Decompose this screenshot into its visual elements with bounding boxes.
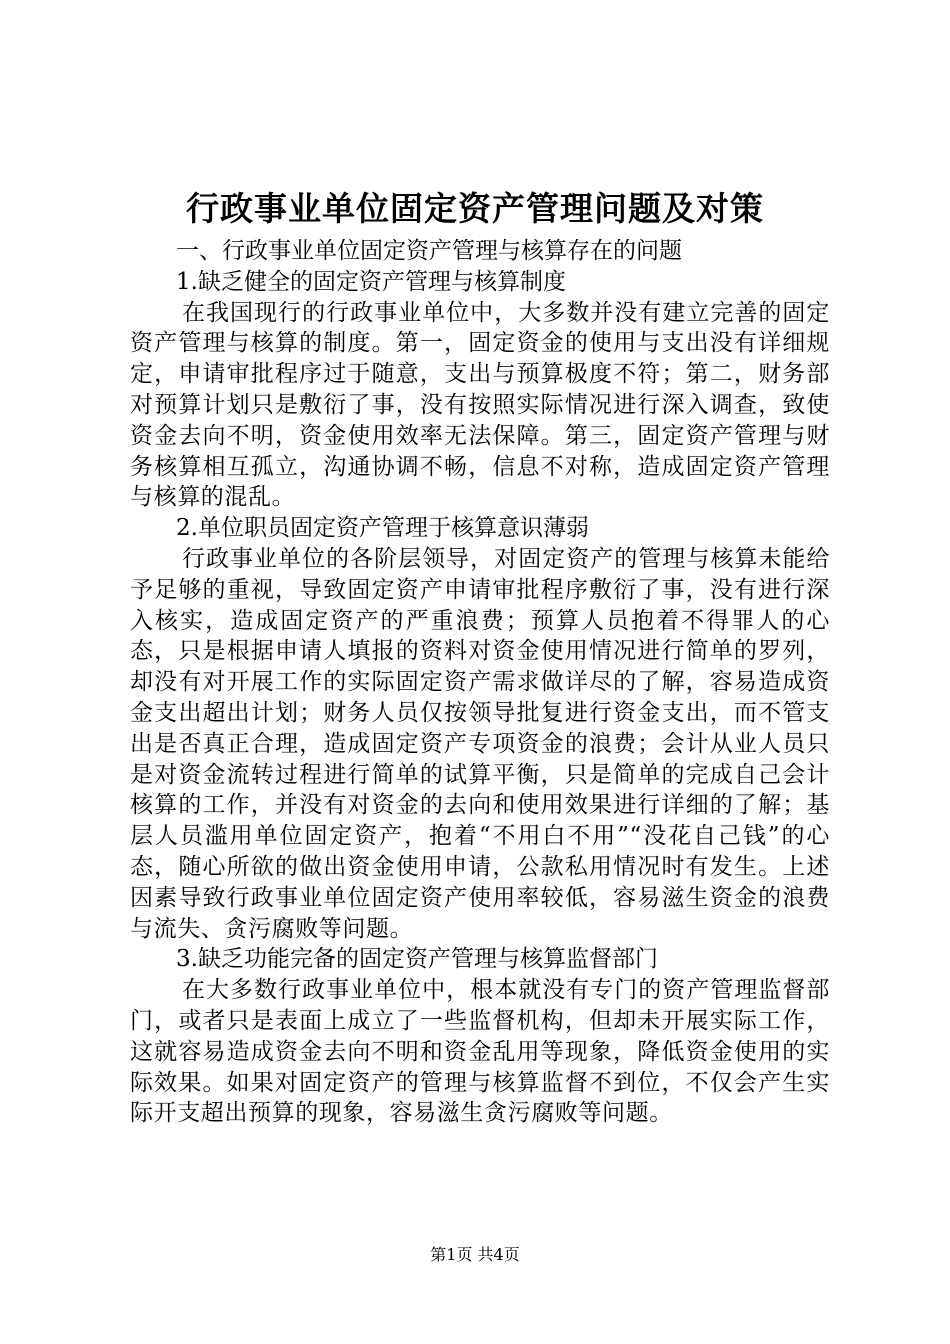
subsection-heading-1: 1.缺乏健全的固定资产管理与核算制度 <box>176 268 566 295</box>
document-body <box>130 236 830 1129</box>
subsection-heading-2: 2.单位职员固定资产管理于核算意识薄弱 <box>176 515 589 542</box>
document-title: 行政事业单位固定资产管理问题及对策 <box>186 189 764 228</box>
section-heading: 一、行政事业单位固定资产管理与核算存在的问题 <box>176 238 682 264</box>
paragraph-1: 在我国现行的行政事业单位中，大多数并没有建立完善的固定资产管理与核算的制度。第一，固定资金的使用与支出没有详细规定，申请审批程序过于随意，支出与预算极度不符；第二，财务部对预算计划只是敷衍了事，没有按照实际情况进行深入调查，致使资金去向不明，资金使用效率无法保障。第三，固定资产管理与财务核算相互孤立，沟通协调不畅，信息不对称，造成固定资产管理与核算的混乱。 <box>130 299 830 511</box>
paragraph-2: 行政事业单位的各阶层领导，对固定资产的管理与核算未能给予足够的重视，导致固定资产申请审批程序敷衍了事，没有进行深入核实，造成固定资产的严重浪费；预算人员抱着不得罪人的心态，只是根据申请人填报的资料对资金使用情况进行简单的罗列，却没有对开展工作的实际固定资产需求做详尽的了解，容易造成资金支出超出计划；财务人员仅按领导批复进行资金支出，而不管支出是否真正合理，造成固定资产专项资金的浪费；会计从业人员只是对资金流转过程进行简单的试算平衡，只是简单的完成自己会计核算的工作，并没有对资金的去向和使用效果进行详细的了解；基层人员滥用单位固定资产，抱着“不用白不用”“没花自己钱”的心态，随心所欲的做出资金使用申请，公款私用情况时有发生。上述因素导致行政事业单位固定资产使用率较低，容易滋生资金的浪费与流失、贪污腐败等问题。 <box>130 545 830 942</box>
paragraph-3: 在大多数行政事业单位中，根本就没有专门的资产管理监督部门，或者只是表面上成立了一些监督机构，但却未开展实际工作，这就容易造成资金去向不明和资金乱用等现象，降低资金使用的实际效果。如果对固定资产的管理与核算监督不到位，不仅会产生实际开支超出预算的现象，容易滋生贪污腐败等问题。 <box>130 977 830 1127</box>
subsection-heading-3: 3.缺乏功能完备的固定资产管理与核算监督部门 <box>176 946 658 973</box>
page-footer: 第1页 共4页 <box>430 1245 520 1264</box>
